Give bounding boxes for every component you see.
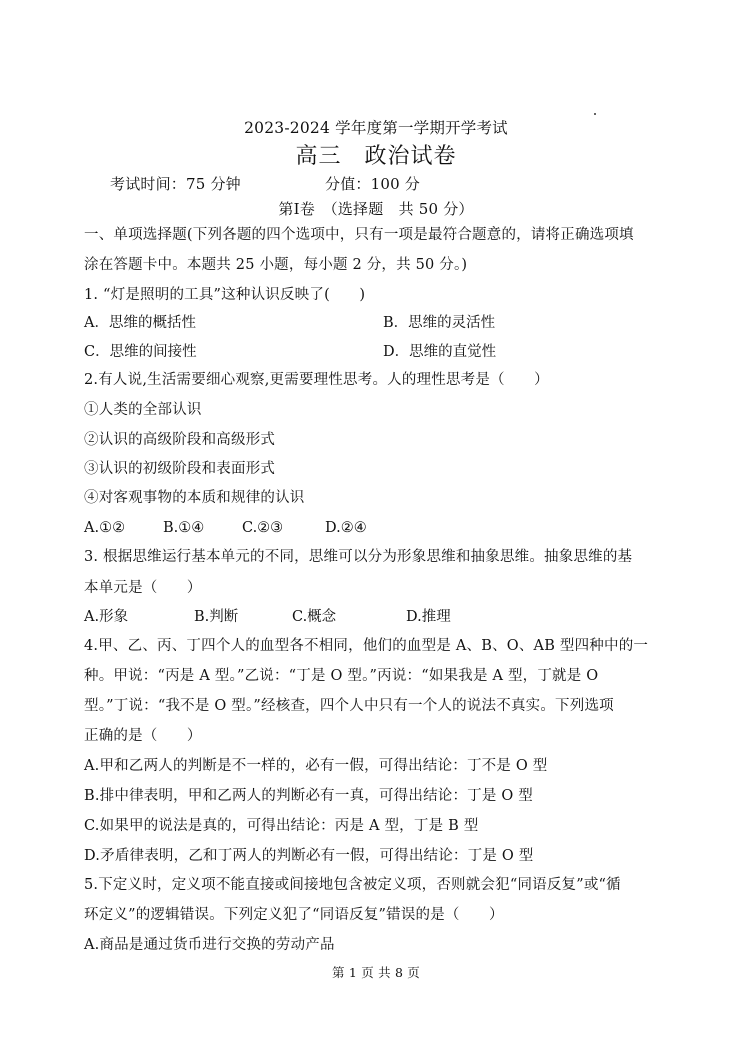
q3-option-b: B.判断: [194, 609, 239, 625]
q4-option-b: B.排中律表明，甲和乙两人的判断必有一真，可得出结论：丁是 O 型: [84, 788, 533, 804]
q5-stem-line-1: 5.下定义时，定义项不能直接或间接地包含被定义项，否则就会犯“同语反复”或“循: [84, 877, 621, 893]
q4-option-a: A.甲和乙两人的判断是不一样的，必有一假，可得出结论：丁不是 O 型: [84, 758, 548, 774]
q4-stem-line-1: 4.甲、乙、丙、丁四个人的血型各不相同，他们的血型是 A、B、O、AB 型四种中的一: [84, 638, 649, 654]
page-footer: 第 1 页 共 8 页: [332, 965, 420, 980]
exam-subtitle: 高三 政治试卷: [295, 144, 457, 169]
section-heading: 第Ⅰ卷 （选择题 共 50 分）: [278, 200, 474, 218]
exam-score: 分值：100 分: [325, 175, 420, 193]
instructions-line-1: 一、单项选择题(下列各题的四个选项中，只有一项是最符合题意的，请将正确选项填: [84, 227, 634, 243]
q2-item-4: ④对客观事物的本质和规律的认识: [84, 490, 305, 506]
q1-options-row-2: [84, 342, 684, 362]
q1-option-d: D．思维的直觉性: [383, 344, 497, 360]
q3-stem-line-1: 3. 根据思维运行基本单元的不同，思维可以分为形象思维和抽象思维。抽象思维的基: [84, 549, 633, 565]
q1-option-a: A．思维的概括性: [84, 315, 196, 331]
q5-stem-line-2: 环定义”的逻辑错误。下列定义犯了“同语反复”错误的是（ ）: [84, 907, 504, 923]
q2-option-b: B.①④: [163, 520, 205, 536]
q2-item-2: ②认识的高级阶段和高级形式: [84, 432, 276, 448]
exam-time: 考试时间：75 分钟: [110, 175, 241, 193]
q3-options-row: [84, 607, 484, 627]
q1-options-row-1: [84, 313, 684, 333]
q2-item-1: ①人类的全部认识: [84, 402, 202, 418]
scan-speck: [594, 113, 596, 115]
q5-option-a: A.商品是通过货币进行交换的劳动产品: [84, 937, 335, 953]
exam-title: 2023-2024 学年度第一学期开学考试: [244, 119, 508, 137]
q4-stem-line-4: 正确的是（ ）: [84, 728, 202, 744]
q2-options-row: [84, 518, 484, 538]
q3-option-d: D.推理: [406, 609, 451, 625]
q4-option-d: D.矛盾律表明，乙和丁两人的判断必有一假，可得出结论：丁是 O 型: [84, 848, 534, 864]
instructions-line-2: 涂在答题卡中。本题共 25 小题，每小题 2 分，共 50 分。): [84, 257, 468, 273]
q3-stem-line-2: 本单元是（ ）: [84, 580, 202, 596]
q2-item-3: ③认识的初级阶段和表面形式: [84, 461, 276, 477]
q4-stem-line-2: 种。甲说：“丙是 A 型。”乙说：“丁是 O 型。”丙说：“如果我是 A 型，丁就是 O: [84, 668, 599, 684]
q2-option-c: C.②③: [242, 520, 284, 536]
q1-stem: 1. “灯是照明的工具”这种认识反映了( ): [84, 287, 366, 303]
q1-option-b: B．思维的灵活性: [383, 315, 496, 331]
q3-option-a: A.形象: [84, 609, 129, 625]
q2-stem: 2.有人说,生活需要细心观察,更需要理性思考。人的理性思考是（ ）: [84, 372, 549, 388]
q4-option-c: C.如果甲的说法是真的，可得出结论：丙是 A 型，丁是 B 型: [84, 818, 479, 834]
q2-option-d: D.②④: [325, 520, 367, 536]
q1-option-c: C．思维的间接性: [84, 344, 197, 360]
q4-stem-line-3: 型。”丁说：“我不是 O 型。”经核查，四个人中只有一个人的说法不真实。下列选项: [84, 698, 614, 714]
q2-option-a: A.①②: [84, 520, 126, 536]
q3-option-c: C.概念: [292, 609, 337, 625]
